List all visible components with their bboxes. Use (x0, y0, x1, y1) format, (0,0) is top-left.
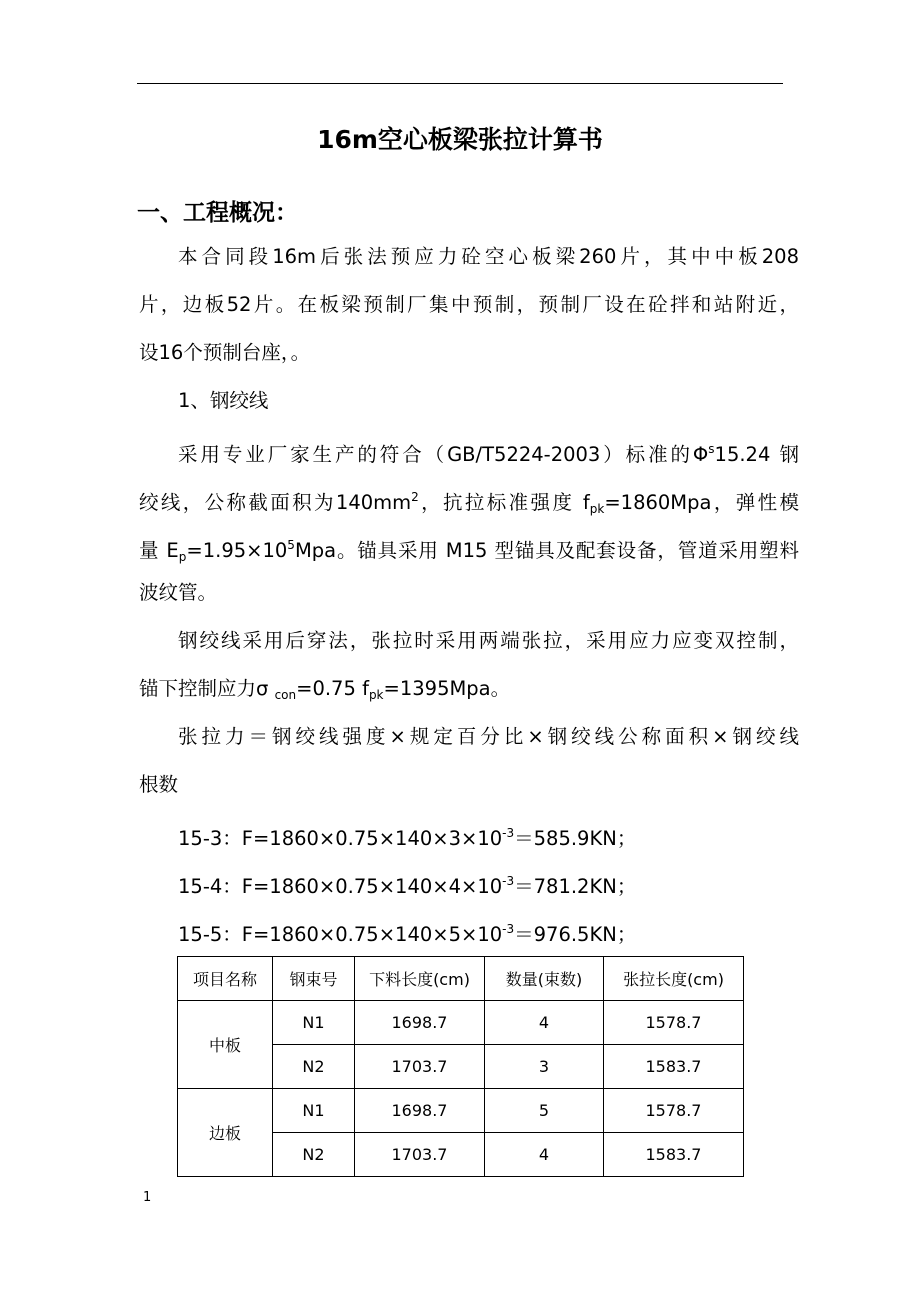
subscript: p (178, 550, 187, 564)
table-cell: N1 (273, 1089, 355, 1133)
tendon-table (177, 956, 744, 1177)
text-segment: 波纹管。 (139, 581, 218, 604)
superscript: 2 (411, 490, 419, 504)
text-line (139, 236, 799, 284)
text-line (139, 764, 799, 812)
text-line (139, 428, 799, 476)
text-segment: 15-4：F=1860×0.75×140×4×10 (178, 875, 503, 898)
header-rule (137, 83, 783, 84)
subscript: pk (368, 688, 384, 702)
superscript: -3 (502, 922, 515, 936)
table-cell: N1 (273, 1001, 355, 1045)
table-cell: 4 (485, 1001, 604, 1045)
table-header: 项目名称 (178, 957, 273, 1001)
table-cell: 5 (485, 1089, 604, 1133)
text-line (139, 620, 799, 668)
text-segment: =1395Mpa。 (383, 677, 511, 700)
text-segment: ，抗拉标准强度 f (418, 491, 590, 514)
superscript: -3 (502, 826, 515, 840)
text-line (139, 524, 799, 572)
table-cell: 1583.7 (604, 1133, 744, 1177)
table-cell: 1578.7 (604, 1001, 744, 1045)
text-line (139, 908, 799, 956)
table-cell: 1703.7 (355, 1133, 485, 1177)
superscript: -3 (502, 874, 515, 888)
page-number: 1 (143, 1190, 152, 1205)
text-segment: Mpa。锚具采用 M15 型锚具及配套设备，管道采用塑料 (294, 539, 800, 562)
superscript: 5 (287, 538, 295, 552)
text-segment: ＝585.9KN； (514, 827, 637, 850)
table-cell: 3 (485, 1045, 604, 1089)
text-segment: 根数 (139, 773, 179, 796)
text-segment: ＝976.5KN； (514, 923, 637, 946)
text-segment: 设16个预制台座，。 (139, 341, 311, 364)
table-header: 下料长度(cm) (355, 957, 485, 1001)
table-header: 张拉长度(cm) (604, 957, 744, 1001)
table-cell: 1578.7 (604, 1089, 744, 1133)
text-line (139, 860, 799, 908)
text-line (139, 668, 799, 716)
table-cell: N2 (273, 1133, 355, 1177)
superscript: s (708, 442, 715, 456)
text-line (139, 332, 799, 380)
section-heading: 一、工程概况： (137, 200, 298, 226)
table-cell: 1698.7 (355, 1089, 485, 1133)
text-segment: 15-5：F=1860×0.75×140×5×10 (178, 923, 503, 946)
text-line (139, 716, 799, 764)
text-segment: 钢绞线采用后穿法，张拉时采用两端张拉，采用应力应变双控制， (178, 629, 799, 652)
text-line (139, 284, 799, 332)
text-segment: 15-3：F=1860×0.75×140×3×10 (178, 827, 503, 850)
table-header: 数量(束数) (485, 957, 604, 1001)
table-cell: 1583.7 (604, 1045, 744, 1089)
text-segment: 采用专业厂家生产的符合（GB/T5224-2003）标准的Φ (178, 443, 709, 466)
table-header-row (178, 957, 744, 1001)
text-segment: 本合同段16m后张法预应力砼空心板梁260片，其中中板208 (178, 245, 799, 268)
table-cell: N2 (273, 1045, 355, 1089)
text-segment: =0.75 f (296, 677, 369, 700)
subscript: con (274, 688, 297, 702)
table-row (178, 1001, 744, 1045)
text-segment: =1.95×10 (186, 539, 288, 562)
group-name: 边板 (178, 1089, 273, 1177)
table-cell: 1698.7 (355, 1001, 485, 1045)
text-segment: 15.24 钢 (714, 443, 799, 466)
text-segment: =1860Mpa，弹性模 (604, 491, 799, 514)
text-segment: ＝781.2KN； (514, 875, 637, 898)
text-segment: 片，边板52片。在板梁预制厂集中预制，预制厂设在砼拌和站附近， (139, 293, 799, 316)
text-segment: 量 E (139, 539, 179, 562)
document-title: 16m空心板梁张拉计算书 (317, 125, 603, 154)
text-line (139, 572, 799, 620)
text-line (139, 380, 799, 428)
text-line (139, 812, 799, 860)
table-header: 钢束号 (273, 957, 355, 1001)
group-name: 中板 (178, 1001, 273, 1089)
table-row (178, 1089, 744, 1133)
table-cell: 4 (485, 1133, 604, 1177)
text-segment: 1、钢绞线 (178, 389, 269, 412)
text-segment: 锚下控制应力σ (139, 677, 275, 700)
table-cell: 1703.7 (355, 1045, 485, 1089)
document-body (139, 236, 799, 956)
text-segment: 张拉力＝钢绞线强度×规定百分比×钢绞线公称面积×钢绞线 (178, 725, 799, 748)
subscript: pk (589, 502, 605, 516)
text-segment: 绞线，公称截面积为140mm (139, 491, 412, 514)
text-line (139, 476, 799, 524)
